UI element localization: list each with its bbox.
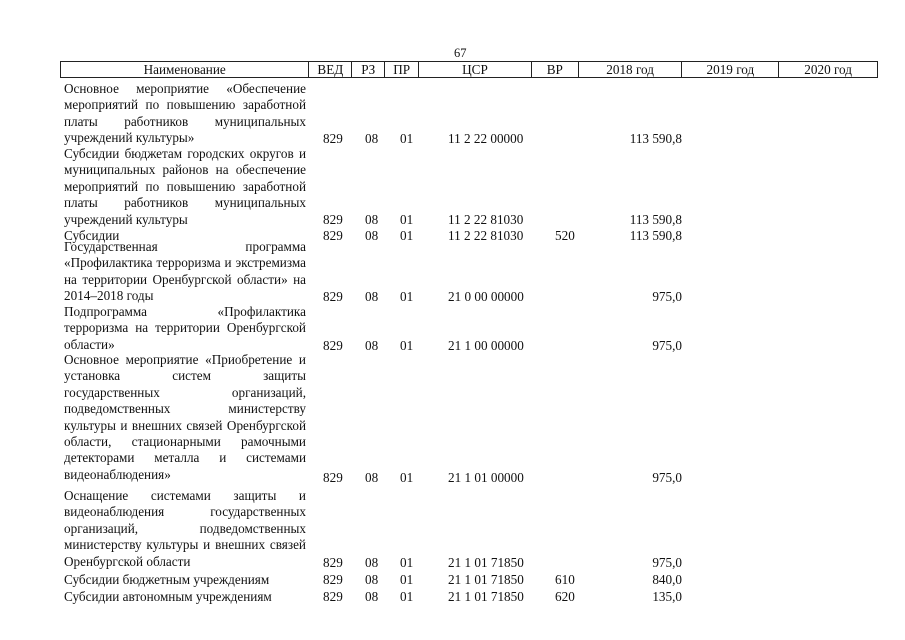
row-name: Субсидии бюджетным учреждениям	[64, 572, 270, 587]
row-pr: 01	[400, 554, 414, 570]
table-row	[64, 239, 874, 305]
row-pr: 01	[400, 571, 414, 587]
row-2018: 113 590,8	[629, 130, 682, 146]
row-vr: 620	[555, 588, 575, 604]
row-pr: 01	[400, 588, 414, 604]
row-pr: 01	[400, 130, 414, 146]
row-ved: 829	[323, 227, 343, 243]
table-row	[64, 304, 874, 354]
header-pr: ПР	[385, 62, 419, 77]
row-ved: 829	[323, 554, 343, 570]
table-row	[64, 81, 874, 147]
header-2018: 2018 год	[579, 62, 683, 77]
row-rz: 08	[365, 554, 379, 570]
row-rz: 08	[365, 469, 379, 485]
header-vr: ВР	[532, 62, 579, 77]
row-2018: 113 590,8	[629, 211, 682, 227]
row-ved: 829	[323, 130, 343, 146]
header-2020: 2020 год	[804, 62, 852, 77]
row-ved: 829	[323, 288, 343, 304]
table-row	[64, 146, 874, 228]
row-rz: 08	[365, 211, 379, 227]
row-csr: 21 1 01 71850	[448, 588, 524, 604]
row-rz: 08	[365, 571, 379, 587]
row-2018: 113 590,8	[629, 227, 682, 243]
row-2018: 975,0	[652, 337, 682, 353]
table-row	[64, 352, 874, 486]
row-vr: 520	[555, 227, 575, 243]
row-pr: 01	[400, 288, 414, 304]
row-csr: 11 2 22 00000	[448, 130, 524, 146]
row-rz: 08	[365, 588, 379, 604]
row-name: Государственная программа «Профилактика терроризма и экстремизма на территории Оренбургской области» на 2014–2018 годы	[64, 239, 306, 304]
row-rz: 08	[365, 130, 379, 146]
row-2018: 975,0	[652, 288, 682, 304]
row-vr: 610	[555, 571, 575, 587]
row-csr: 21 1 00 00000	[448, 337, 524, 353]
header-ved: ВЕД	[309, 62, 352, 77]
row-2018: 975,0	[652, 469, 682, 485]
row-name: Субсидии автономным учреждениям	[64, 589, 272, 604]
row-2018: 975,0	[652, 554, 682, 570]
table-row	[64, 488, 874, 571]
row-name: Основное мероприятие «Обеспечение мероприятий по повышению заработной платы работников муниципальных учреждений культуры»	[64, 81, 306, 146]
row-ved: 829	[323, 469, 343, 485]
row-csr: 21 1 01 71850	[448, 571, 524, 587]
header-2019: 2019 год	[682, 62, 779, 77]
row-ved: 829	[323, 337, 343, 353]
table-row	[64, 572, 874, 588]
page-number: 67	[454, 46, 467, 60]
row-2018: 840,0	[652, 571, 682, 587]
row-csr: 21 1 01 71850	[448, 554, 524, 570]
header-name: Наименование	[61, 62, 309, 77]
row-name: Субсидии	[64, 228, 120, 243]
row-csr: 11 2 22 81030	[448, 227, 524, 243]
row-name: Оснащение системами защиты и видеонаблюдения государственных организаций, подведомственных министерству культуры и внешних связей Оренбургской области	[64, 488, 306, 569]
row-name: Основное мероприятие «Приобретение и установка систем защиты государственных организаций, подведомственных министерству культуры и внешних связей Оренбургской области, стационарными рамочными детекторами металла и системами видеонаблюдения»	[64, 352, 306, 482]
row-csr: 21 1 01 00000	[448, 469, 524, 485]
row-name: Подпрограмма «Профилактика терроризма на территории Оренбургской области»	[64, 304, 306, 352]
row-csr: 11 2 22 81030	[448, 211, 524, 227]
row-rz: 08	[365, 337, 379, 353]
row-pr: 01	[400, 337, 414, 353]
row-ved: 829	[323, 211, 343, 227]
row-ved: 829	[323, 571, 343, 587]
row-ved: 829	[323, 588, 343, 604]
row-pr: 01	[400, 227, 414, 243]
header-csr: ЦСР	[419, 62, 532, 77]
row-rz: 08	[365, 227, 379, 243]
table-row	[64, 589, 874, 605]
row-csr: 21 0 00 00000	[448, 288, 524, 304]
row-pr: 01	[400, 469, 414, 485]
header-rz: РЗ	[352, 62, 385, 77]
row-pr: 01	[400, 211, 414, 227]
row-name: Субсидии бюджетам городских округов и муниципальных районов на обеспечение мероприятий по повышению заработной платы работников муниципальных учреждений культуры	[64, 146, 306, 227]
row-rz: 08	[365, 288, 379, 304]
row-2018: 135,0	[652, 588, 682, 604]
table-header	[60, 61, 878, 78]
